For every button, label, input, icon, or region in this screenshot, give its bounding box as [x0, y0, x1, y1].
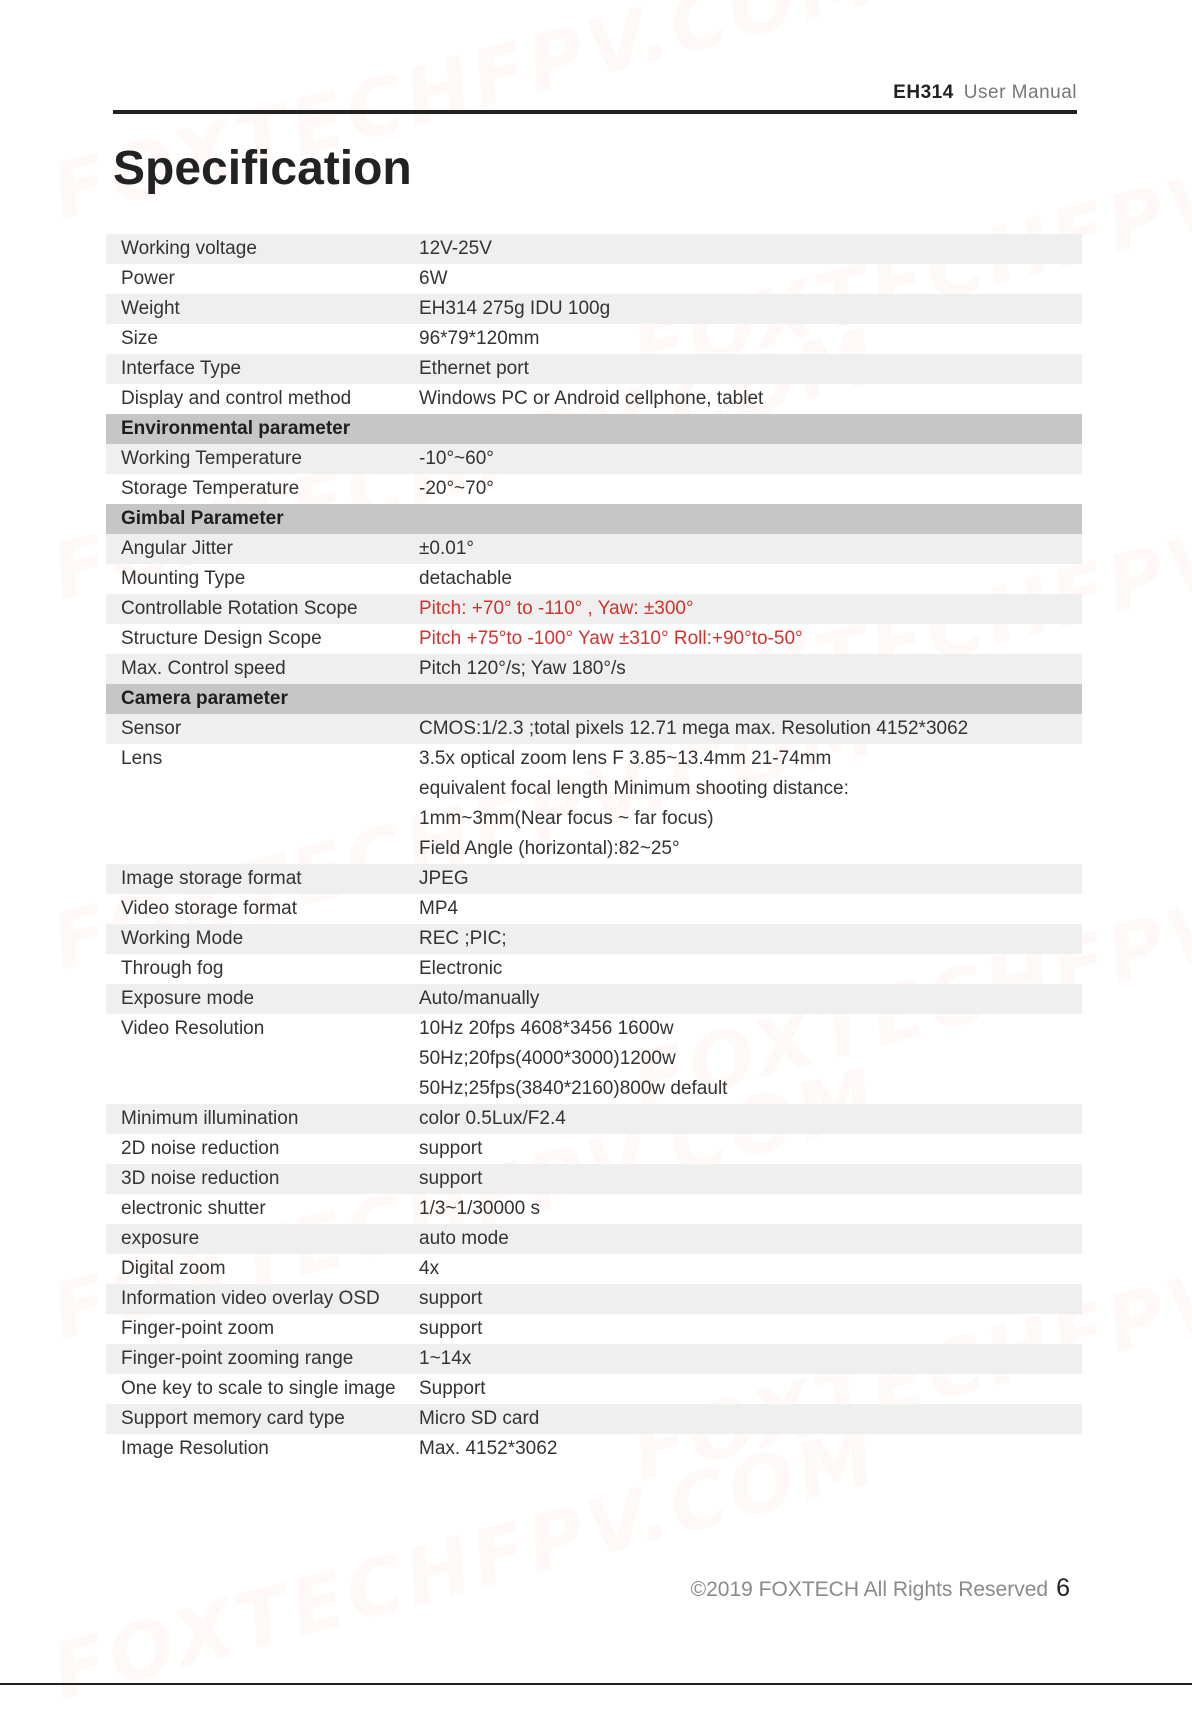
spec-value-line: color 0.5Lux/F2.4 [419, 1108, 566, 1129]
spec-value [419, 624, 1082, 654]
spec-label: Interface Type [121, 358, 242, 379]
spec-row [106, 744, 1082, 864]
spec-row [106, 294, 1082, 324]
spec-row [106, 354, 1082, 384]
spec-value-line: 6W [419, 268, 448, 289]
spec-value-line: 12V-25V [419, 238, 492, 259]
spec-value [419, 594, 1082, 624]
spec-value [419, 924, 1082, 954]
spec-value [419, 444, 1082, 474]
spec-row [106, 954, 1082, 984]
spec-row [106, 444, 1082, 474]
spec-value [419, 354, 1082, 384]
spec-value [419, 954, 1082, 984]
spec-label: Structure Design Scope [121, 628, 322, 649]
spec-row [106, 1314, 1082, 1344]
spec-value [419, 1104, 1082, 1134]
spec-value-line: -20°~70° [419, 478, 494, 499]
spec-value-line: Ethernet port [419, 358, 529, 379]
spec-label: One key to scale to single image [121, 1378, 396, 1399]
section-header-row [106, 684, 1082, 714]
spec-value-line: detachable [419, 568, 512, 589]
spec-value [419, 864, 1082, 894]
spec-label: Working Temperature [121, 448, 302, 469]
spec-label: Controllable Rotation Scope [121, 598, 358, 619]
spec-value-line: 50Hz;25fps(3840*2160)800w default [419, 1078, 728, 1099]
spec-value-line: 50Hz;20fps(4000*3000)1200w [419, 1048, 676, 1069]
spec-value-line: Pitch 120°/s; Yaw 180°/s [419, 658, 626, 679]
header-model: EH314 [893, 82, 954, 103]
spec-value [419, 384, 1082, 414]
spec-value [419, 714, 1082, 744]
spec-row [106, 864, 1082, 894]
spec-label: 3D noise reduction [121, 1168, 280, 1189]
spec-row [106, 534, 1082, 564]
spec-value [419, 1164, 1082, 1194]
spec-value [419, 534, 1082, 564]
spec-value [419, 474, 1082, 504]
spec-row [106, 1374, 1082, 1404]
copyright-text: ©2019 FOXTECH All Rights Reserved [690, 1578, 1049, 1601]
spec-label: electronic shutter [121, 1198, 266, 1219]
spec-value-line: Max. 4152*3062 [419, 1438, 558, 1459]
spec-label: Working voltage [121, 238, 257, 259]
spec-value-line: support [419, 1318, 483, 1339]
spec-label: Finger-point zoom [121, 1318, 275, 1339]
spec-label: Weight [121, 298, 180, 319]
spec-value [419, 1014, 1082, 1104]
spec-row [106, 1434, 1082, 1464]
spec-table [106, 234, 1082, 1464]
spec-value-line: 4x [419, 1258, 440, 1279]
spec-value [419, 564, 1082, 594]
spec-value [419, 1284, 1082, 1314]
spec-value-line: ±0.01° [419, 538, 475, 559]
spec-value-line: EH314 275g IDU 100g [419, 298, 611, 319]
spec-label: Mounting Type [121, 568, 246, 589]
spec-label: Video storage format [121, 898, 298, 919]
spec-value-line: Electronic [419, 958, 503, 979]
section-header-row [106, 504, 1082, 534]
spec-label: Minimum illumination [121, 1108, 299, 1129]
page-number: 6 [1056, 1574, 1070, 1602]
spec-value-line: Auto/manually [419, 988, 540, 1009]
spec-row [106, 654, 1082, 684]
spec-row [106, 1194, 1082, 1224]
spec-label: Max. Control speed [121, 658, 286, 679]
spec-value-line: Micro SD card [419, 1408, 540, 1429]
spec-row [106, 1014, 1082, 1104]
section-header: Camera parameter [121, 688, 288, 709]
spec-row [106, 1404, 1082, 1434]
spec-value [419, 264, 1082, 294]
spec-label: Image Resolution [121, 1438, 269, 1459]
spec-row [106, 894, 1082, 924]
spec-label: Lens [121, 748, 163, 769]
spec-row [106, 1224, 1082, 1254]
spec-value-line: Windows PC or Android cellphone, tablet [419, 388, 764, 409]
spec-value-line: 1mm~3mm(Near focus ~ far focus) [419, 808, 714, 829]
spec-label: Finger-point zooming range [121, 1348, 354, 1369]
spec-value-line: CMOS:1/2.3 ;total pixels 12.71 mega max. Resolution 4152*3062 [419, 718, 969, 739]
spec-label: Power [121, 268, 175, 289]
spec-row [106, 924, 1082, 954]
spec-value [419, 654, 1082, 684]
spec-value [419, 1374, 1082, 1404]
spec-row [106, 1344, 1082, 1374]
spec-value [419, 984, 1082, 1014]
spec-value-line: 10Hz 20fps 4608*3456 1600w [419, 1018, 674, 1039]
page-title: Specification [113, 142, 412, 195]
spec-value-line: -10°~60° [419, 448, 494, 469]
spec-row [106, 594, 1082, 624]
spec-label: Digital zoom [121, 1258, 226, 1279]
spec-value [419, 1224, 1082, 1254]
spec-value-line: support [419, 1288, 483, 1309]
spec-row [106, 324, 1082, 354]
spec-label: Information video overlay OSD [121, 1288, 380, 1309]
spec-row [106, 234, 1082, 264]
spec-row [106, 564, 1082, 594]
spec-value [419, 1434, 1082, 1464]
spec-label: Image storage format [121, 868, 302, 889]
spec-value [419, 294, 1082, 324]
spec-value-line: equivalent focal length Minimum shooting distance: [419, 778, 849, 799]
spec-value-line: 96*79*120mm [419, 328, 540, 349]
spec-value-line: 3.5x optical zoom lens F 3.85~13.4mm 21-74mm [419, 748, 832, 769]
spec-value-line: REC ;PIC; [419, 928, 507, 949]
spec-label: Working Mode [121, 928, 244, 949]
page-footer [691, 1574, 1070, 1603]
spec-value [419, 894, 1082, 924]
spec-value-line: Pitch: +70° to -110° , Yaw: ±300° [419, 598, 694, 619]
spec-label: exposure [121, 1228, 200, 1249]
spec-label: Support memory card type [121, 1408, 345, 1429]
section-header-row [106, 414, 1082, 444]
spec-row [106, 1104, 1082, 1134]
spec-value [419, 744, 1082, 864]
spec-value [419, 1314, 1082, 1344]
spec-value-line: support [419, 1138, 483, 1159]
spec-row [106, 714, 1082, 744]
spec-value-line: MP4 [419, 898, 459, 919]
spec-label: 2D noise reduction [121, 1138, 280, 1159]
spec-value [419, 1134, 1082, 1164]
spec-label: Storage Temperature [121, 478, 300, 499]
spec-row [106, 1134, 1082, 1164]
spec-label: Sensor [121, 718, 182, 739]
spec-value-line: Field Angle (horizontal):82~25° [419, 838, 680, 859]
spec-value [419, 1344, 1082, 1374]
spec-value-line: JPEG [419, 868, 469, 889]
spec-value-line: auto mode [419, 1228, 509, 1249]
spec-row [106, 1164, 1082, 1194]
spec-row [106, 984, 1082, 1014]
spec-value [419, 234, 1082, 264]
spec-row [106, 624, 1082, 654]
spec-label: Angular Jitter [121, 538, 233, 559]
spec-value-line: 1~14x [419, 1348, 472, 1369]
page-header [113, 80, 1077, 114]
spec-row [106, 384, 1082, 414]
spec-label: Video Resolution [121, 1018, 265, 1039]
spec-row [106, 1254, 1082, 1284]
spec-row [106, 264, 1082, 294]
spec-label: Display and control method [121, 388, 352, 409]
spec-value [419, 324, 1082, 354]
spec-row [106, 1284, 1082, 1314]
spec-value-line: 1/3~1/30000 s [419, 1198, 540, 1219]
header-title [893, 82, 1077, 104]
spec-label: Size [121, 328, 158, 349]
spec-value-line: support [419, 1168, 483, 1189]
spec-value [419, 1404, 1082, 1434]
spec-label: Through fog [121, 958, 224, 979]
spec-value [419, 1254, 1082, 1284]
watermark [43, 0, 889, 239]
header-subtitle: User Manual [963, 82, 1077, 103]
spec-value-line: Pitch +75°to -100° Yaw ±310° Roll:+90°to-50° [419, 628, 803, 649]
spec-value [419, 1194, 1082, 1224]
spec-value-line: Support [419, 1378, 486, 1399]
spec-row [106, 474, 1082, 504]
section-header: Gimbal Parameter [121, 508, 284, 529]
section-header: Environmental parameter [121, 418, 351, 439]
spec-label: Exposure mode [121, 988, 255, 1009]
